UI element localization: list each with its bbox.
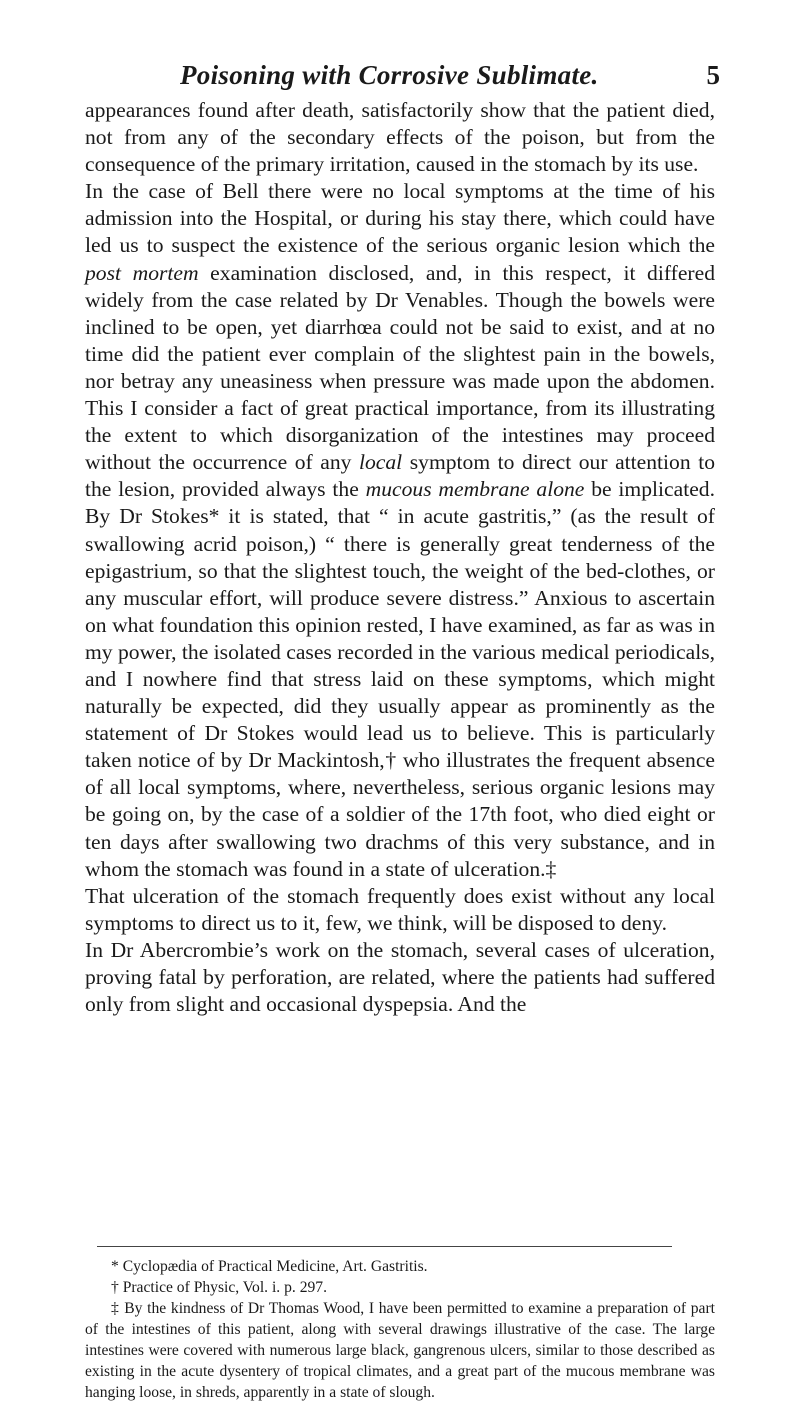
paragraph-2-emphasis-post-mortem: post mortem (85, 260, 199, 285)
paragraph-2-text-d: be implicated. By Dr Stokes* it is stated, that “ in acute gastritis,” (as the result of swallowing acrid poison,) “ there is generally great tenderness of the epigastrium, so that the slightest touch, the weight of the bed-clothes, or any muscular effort, will produce severe distress.” Anxious to ascertain on what foundation this opinion rested, I have examined, as far as was in my power, the isolated cases recorded in the various medical periodicals, and I nowhere find that stress laid on these symptoms, which might naturally be expected, did they usually appear as prominently as the statement of Dr Stokes would lead us to believe. This is particularly taken notice of by Dr Mackintosh,† who illustrates the frequent absence of all local symptoms, where, nevertheless, serious organic lesions may be going on, by the case of a soldier of the 17th foot, who died eight or ten days after swallowing two drachms of this very substance, and in whom the stomach was found in a state of ulceration.‡ (85, 477, 715, 881)
paragraph-2-text-a: In the case of Bell there were no local symptoms at the time of his admission into the Hospital, or during his stay there, which could have led us to suspect the existence of the serious organic lesion which the (85, 179, 715, 258)
running-header (180, 60, 720, 96)
paragraph-3: That ulceration of the stomach frequently does exist without any local symptoms to direct us to it, few, we think, will be disposed to deny. (85, 883, 715, 935)
paragraph-4: In Dr Abercrombie’s work on the stomach, several cases of ulceration, proving fatal by perforation, are related, where the patients had suffered only from slight and occasional dyspepsia. And the (85, 937, 715, 1017)
footnote-3: ‡ By the kindness of Dr Thomas Wood, I have been permitted to examine a preparation of part of the intestines of this patient, along with several drawings illustrative of the case. The large intestines were covered with numerous large black, gangrenous ulcers, similar to those described as existing in the acute dysentery of tropical climates, and a great part of the mucous membrane was hanging loose, in shreds, apparently in a state of slough. (85, 1300, 715, 1401)
paragraph-2-emphasis-local: local (359, 450, 403, 475)
running-title: Poisoning with Corrosive Sublimate. (180, 60, 599, 90)
paragraph-2-text-b: examination disclosed, and, in this respect, it differed widely from the case related by Dr Venables. Though the bowels were inclined to be open, yet diarrhœa could not be said to exist, and at no time did the patient ever complain of the slightest pain in the bowels, nor betray any uneasiness when pressure was made upon the abdomen. This I consider a fact of great practical importance, from its illustrating the extent to which disorganization of the intestines may proceed without the occurrence of any (85, 260, 715, 475)
body-text (85, 97, 715, 1018)
page-number: 5 (706, 60, 720, 90)
paragraph-1: appearances found after death, satisfactorily show that the patient died, not from any of the secondary effects of the poison, but from the consequence of the primary irritation, caused in the stomach by its use. (85, 98, 715, 177)
paragraph-2-text-c: symptom to direct our attention to the lesion, provided always the (85, 450, 715, 502)
footnote-1: * Cyclopædia of Practical Medicine, Art. Gastritis. (111, 1258, 428, 1275)
footnote-divider (97, 1246, 672, 1247)
footnotes (85, 1256, 715, 1403)
paragraph-2-emphasis-mucous-membrane: mucous membrane alone (365, 477, 585, 502)
footnote-2: † Practice of Physic, Vol. i. p. 297. (111, 1279, 327, 1296)
paragraph-2 (85, 178, 715, 882)
